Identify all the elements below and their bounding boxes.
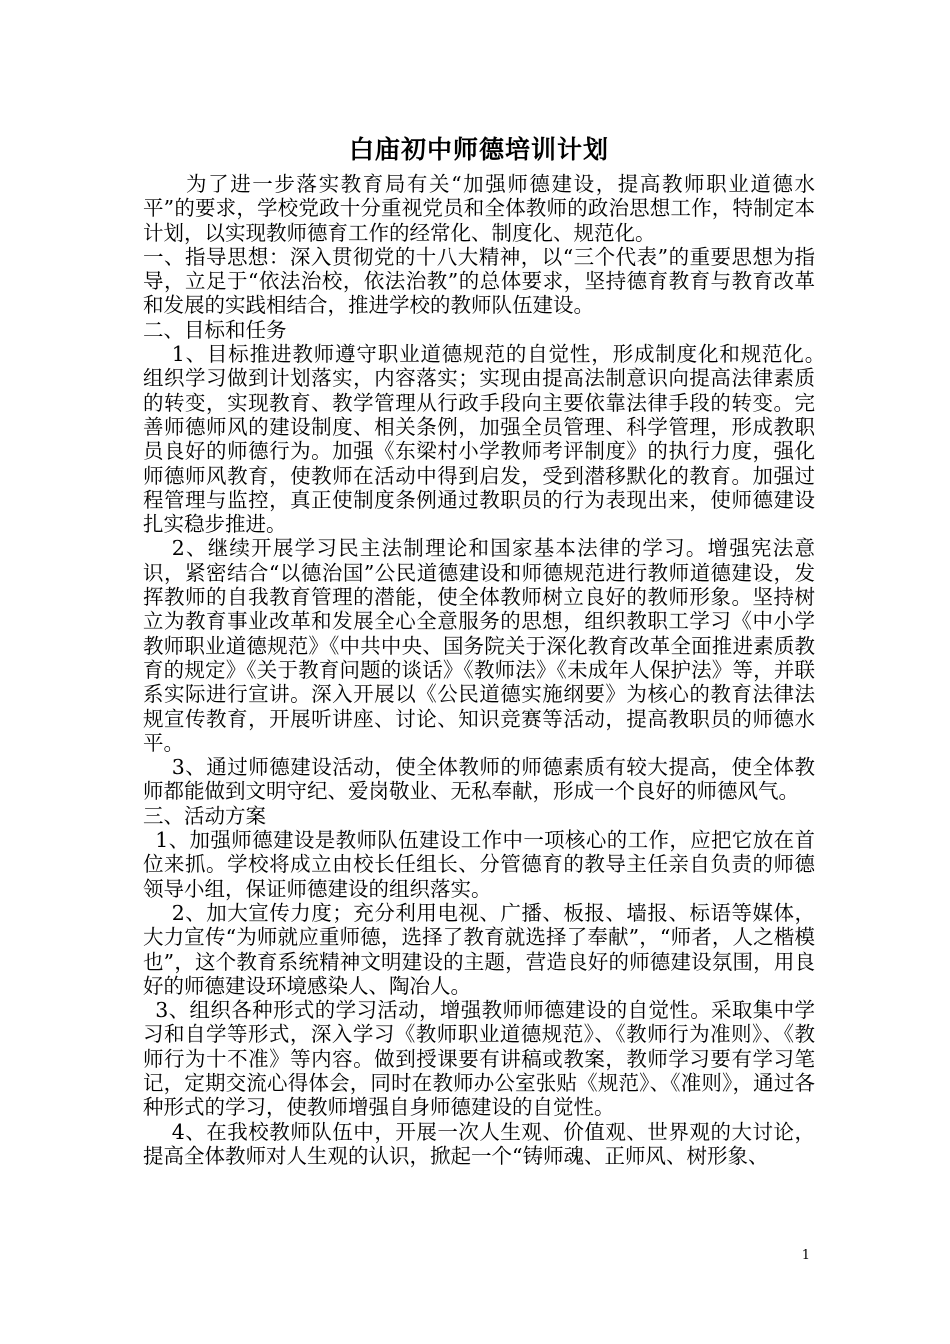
activity-paragraph-3: 3、组织各种形式的学习活动，增强教师师德建设的自觉性。采取集中学习和自学等形式，深入学习《教师职业道德规范》、《教师行为准则》、《教师行为十不准》等内容。做到授课要有讲稿或教案，教师学习要有学习笔记，定期交流心得体会，同时在教师办公室张贴《规范》、《准则》，通过各种形式的学习，使教师增强自身师德建设的自觉性。 — [143, 998, 815, 1120]
activity-paragraph-1: 1、加强师德建设是教师队伍建设工作中一项核心的工作，应把它放在首位来抓。学校将成立由校长任组长、分管德育的教导主任亲自负责的师德领导小组，保证师德建设的组织落实。 — [143, 828, 815, 901]
intro-paragraph: 为了进一步落实教育局有关“加强师德建设，提高教师职业道德水平”的要求，学校党政十分重视党员和全体教师的政治思想工作，特制定本计划，以实现教师德育工作的经常化、制度化、规范化。 — [143, 172, 815, 245]
section-heading-goals: 二、目标和任务 — [143, 317, 287, 342]
goal-paragraph-2: 2、继续开展学习民主法制理论和国家基本法律的学习。增强宪法意识，紧密结合“以德治国”公民道德建设和师德规范进行教师道德建设，发挥教师的自我教育管理的潜能，使全体教师树立良好的教师形象。坚持树立为教育事业改革和发展全心全意服务的思想，组织教职工学习《中小学教师职业道德规范》《中共中央、国务院关于深化教育改革全面推进素质教育的规定》《关于教育问题的谈话》《教师法》《未成年人保护法》等，并联系实际进行宣讲。深入开展以《公民道德实施纲要》为核心的教育法律法规宣传教育，开展听讲座、讨论、知识竞赛等活动，提高教职员的师德水平。 — [143, 536, 815, 755]
guiding-ideology-paragraph: 一、指导思想：深入贯彻党的十八大精神，以“三个代表”的重要思想为指导，立足于“依法治校，依法治教”的总体要求，坚持德育教育与教育改革和发展的实践相结合，推进学校的教师队伍建设。 — [143, 244, 815, 318]
activity-paragraph-4: 4、在我校教师队伍中，开展一次人生观、价值观、世界观的大讨论，提高全体教师对人生观的认识，掀起一个“铸师魂、正师风、树形象、 — [143, 1119, 815, 1168]
page-number: 1 — [801, 1248, 810, 1263]
section-heading-activities: 三、活动方案 — [143, 803, 266, 828]
activity-paragraph-2: 2、加大宣传力度；充分利用电视、广播、板报、墙报、标语等媒体，大力宣传“为师就应重师德，选择了教育就选择了奉献”，“师者，人之楷模也”，这个教育系统精神文明建设的主题，营造良好的师德建设氛围，用良好的师德建设环境感染人、陶冶人。 — [143, 900, 815, 998]
goal-paragraph-3: 3、通过师德建设活动，使全体教师的师德素质有较大提高，使全体教师都能做到文明守纪、爱岗敬业、无私奉献，形成一个良好的师德风气。 — [143, 755, 815, 804]
document-page — [143, 130, 836, 1168]
goal-paragraph-1: 1、目标推进教师遵守职业道德规范的自觉性，形成制度化和规范化。 组织学习做到计划落实，内容落实；实现由提高法制意识向提高法律素质的转变，实现教育、教学管理从行政手段向主要依靠法律手段的转变。完善师德师风的建设制度、相关条例，加强全员管理、科学管理，形成教职员良好的师德行为。加强《东梁村小学教师考评制度》的执行力度，强化师德师风教育，使教师在活动中得到启发，受到潜移默化的教育。加强过程管理与监控，真正使制度条例通过教职员的行为表现出来，使师德建设扎实稳步推进。 — [143, 342, 836, 537]
document-title: 白庙初中师德培训计划 — [348, 135, 609, 164]
